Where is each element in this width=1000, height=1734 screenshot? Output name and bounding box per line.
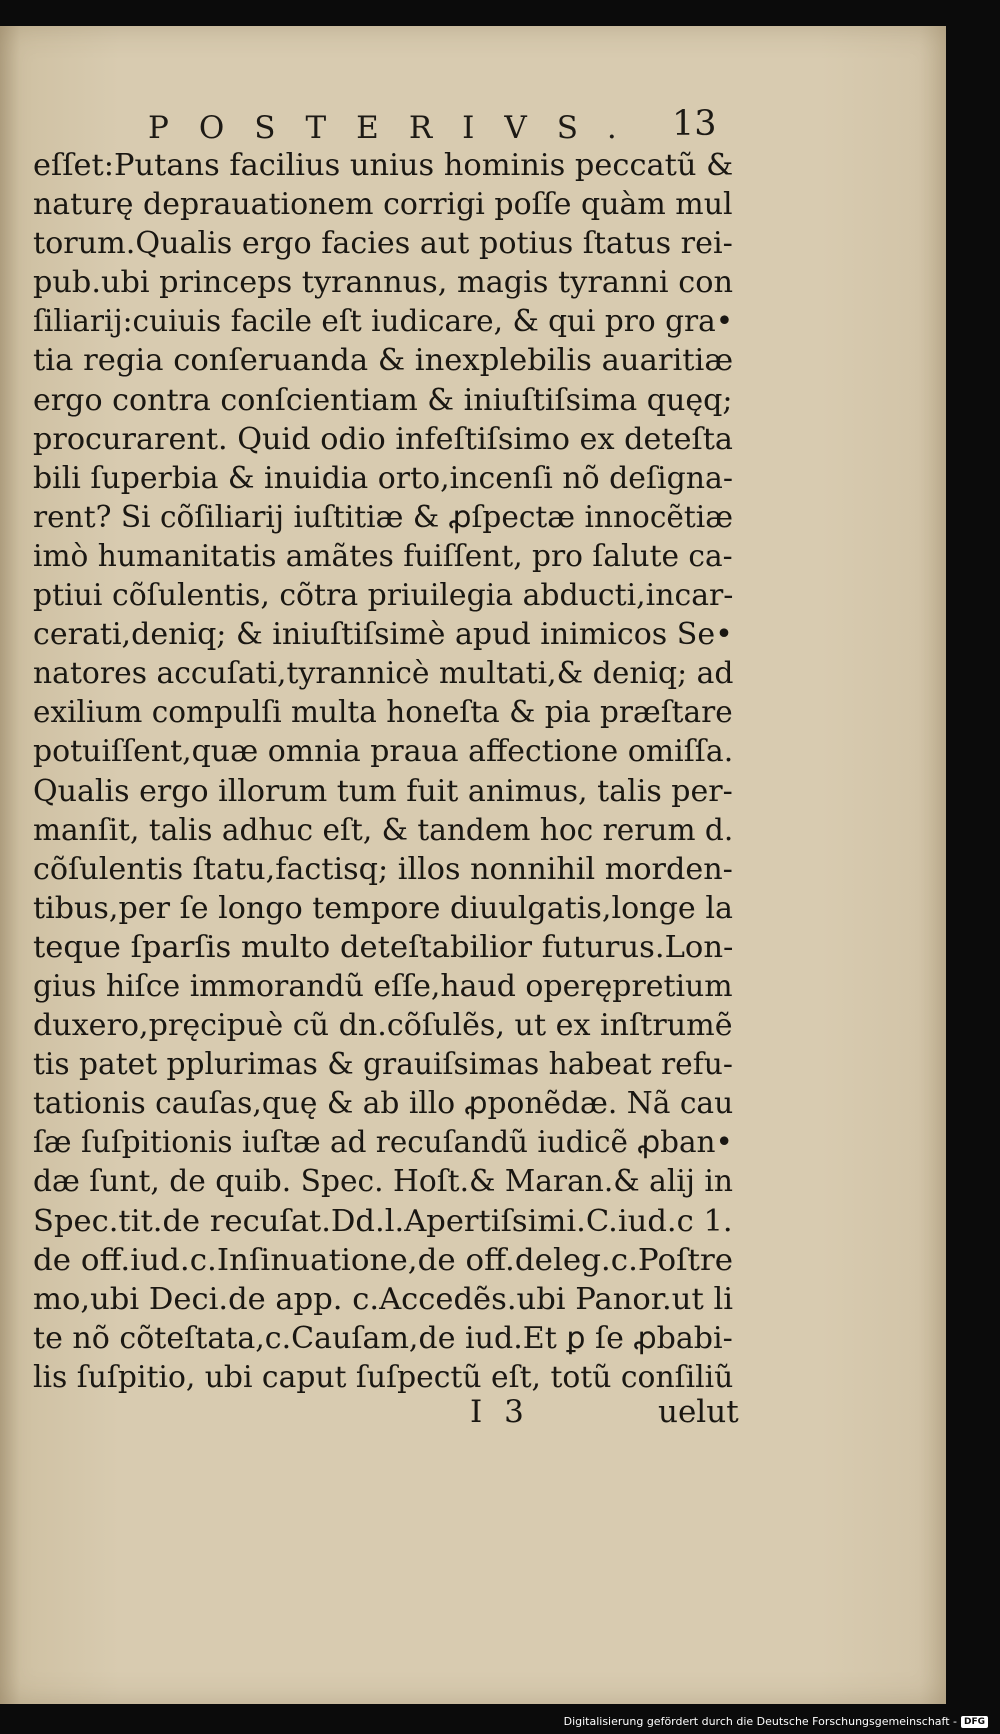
signature-mark: I 3 [470, 1394, 530, 1430]
text-line: dæ ſunt, de quib. Spec. Hoſt.& Maran.& alij in [33, 1164, 734, 1200]
text-line: tibus,per ſe longo tempore diuulgatis,longe la [33, 890, 733, 926]
text-line: ptiui cõſulentis, cõtra priuilegia abducti,incar- [33, 578, 734, 614]
text-line: naturę deprauationem corrigi poſſe quàm mul [33, 187, 733, 223]
digitization-credit [564, 1715, 988, 1728]
text-line: tis patet pplurimas & grauiſsimas habeat refu- [33, 1047, 733, 1083]
text-line: Qualis ergo illorum tum fuit animus, talis per- [33, 773, 733, 809]
text-line: cerati,deniq; & iniuſtiſsimè apud inimicos Se• [33, 617, 733, 653]
running-head: POSTERIVS. [148, 110, 647, 146]
text-line: torum.Qualis ergo facies aut potius ſtatus rei- [33, 226, 733, 262]
text-line: ergo contra conſcientiam & iniuſtiſsima quęq; [33, 382, 733, 418]
page-number: 13 [672, 104, 717, 144]
text-line: gius hiſce immorandũ eſſe,haud operępretium [33, 968, 733, 1004]
text-line: tia regia conſeruanda & inexplebilis auaritiæ [33, 343, 734, 379]
body-text [33, 146, 733, 1397]
text-line: bili ſuperbia & inuidia orto,incenſi nõ deſigna- [33, 460, 733, 496]
dfg-logo: DFG [961, 1716, 988, 1728]
text-line: pub.ubi princeps tyrannus, magis tyranni con [33, 265, 733, 301]
text-line: potuiſſent,quæ omnia praua affectione omiſſa. [33, 734, 734, 770]
text-line: manſit, talis adhuc eſt, & tandem hoc rerum d. [33, 812, 734, 848]
text-line: tationis cauſas,quę & ab illo ꝓponẽdæ. Nã cau [33, 1086, 734, 1122]
text-line: rent? Si cõſiliarij iuſtitiæ & ꝓſpectæ innocẽtiæ [33, 499, 734, 535]
digitization-credit-text: Digitalisierung gefördert durch die Deutsche Forschungsgemeinschaft - [563, 1715, 957, 1728]
text-line: exilium compulſi multa honeſta & pia præſtare [33, 695, 733, 731]
text-line: te nõ cõteſtata,c.Cauſam,de iud.Et ꝑ ſe ꝓbabi- [33, 1320, 733, 1356]
text-line: duxero,pręcipuè cũ dn.cõſulẽs, ut ex inſtrumẽ [33, 1008, 733, 1044]
text-line: imò humanitatis amãtes fuiſſent, pro ſalute ca- [33, 538, 733, 574]
text-line: Spec.tit.de recuſat.Dd.l.Apertiſsimi.C.iud.c 1. [33, 1203, 733, 1239]
text-line: natores accuſati,tyrannicè multati,& deniq; ad [33, 656, 734, 692]
text-line: teque ſparſis multo deteſtabilior futurus.Lon- [33, 929, 734, 965]
catchword: uelut [658, 1394, 739, 1430]
text-line: cõſulentis ſtatu,factisq; illos nonnihil morden- [33, 851, 733, 887]
text-line: de off.iud.c.Inſinuatione,de off.deleg.c.Poſtre [33, 1242, 734, 1278]
text-line: mo,ubi Deci.de app. c.Accedẽs.ubi Panor.ut li [33, 1281, 733, 1317]
text-line: procurarent. Quid odio infeſtiſsimo ex deteſta [33, 421, 733, 457]
text-line: lis ſuſpitio, ubi caput ſuſpectũ eſt, totũ conſiliũ [33, 1359, 734, 1395]
text-line: ſiliarij:cuiuis facile eſt iudicare, & qui pro gra• [33, 304, 734, 340]
text-line: eſſet:Putans facilius unius hominis peccatũ & [33, 148, 734, 183]
text-line: ſæ ſuſpitionis iuſtæ ad recuſandũ iudicẽ ꝓban• [33, 1125, 733, 1161]
